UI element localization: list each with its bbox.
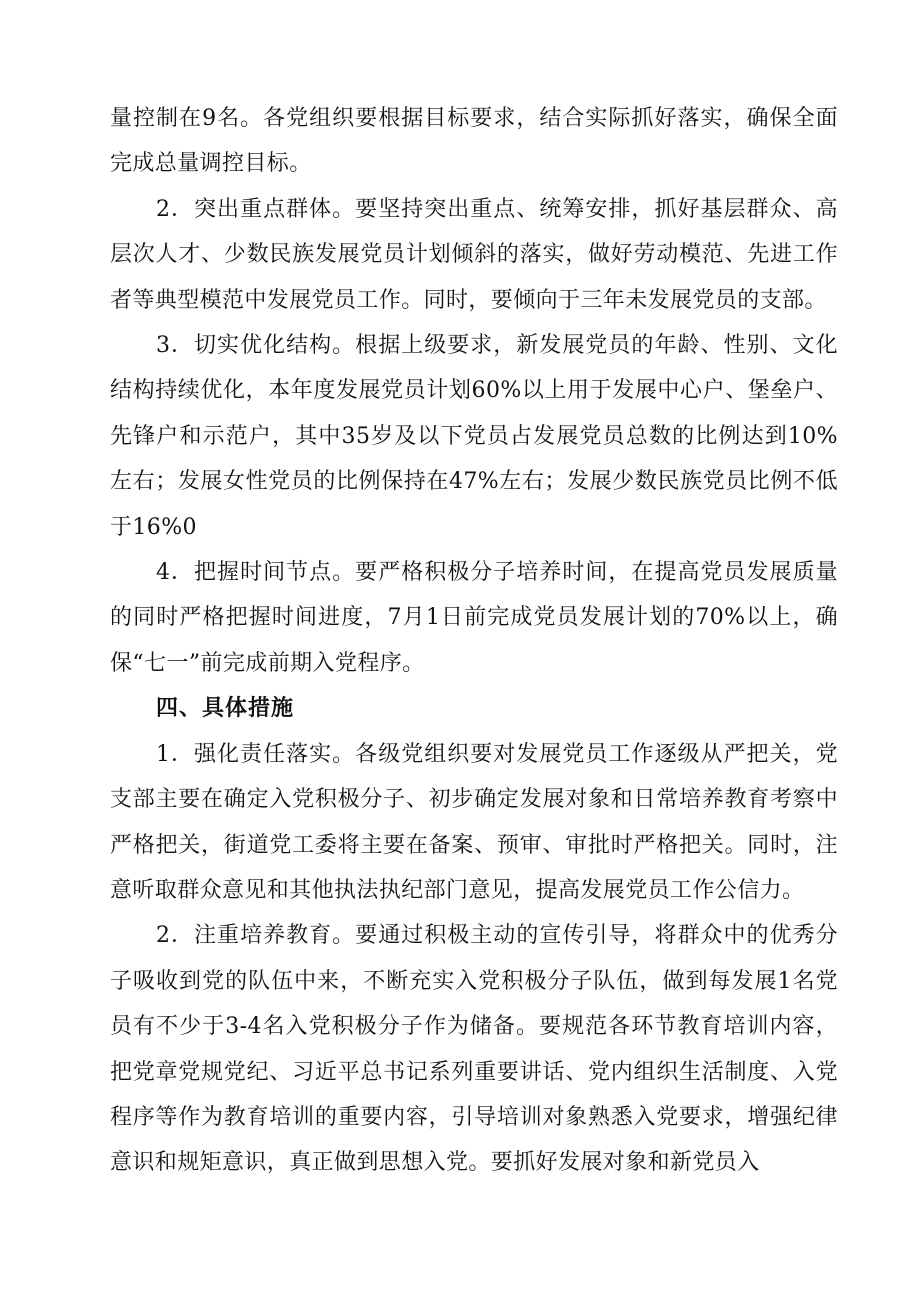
paragraph-time-nodes: 4．把握时间节点。要严格积极分子培养时间，在提高党员发展质量的同时严格把握时间进度，7月1日前完成党员发展计划的70%以上，确保“七一”前完成前期入党程序。 — [110, 560, 838, 676]
paragraph-total-control: 量控制在9名。各党组织要根据目标要求，结合实际抓好落实，确保全面完成总量调控目标。 — [110, 106, 838, 177]
paragraph-optimize-structure: 3．切实优化结构。根据上级要求，新发展党员的年龄、性别、文化结构持续优化，本年度发展党员计划60%以上用于发展中心户、堡垒户、先锋户和示范户，其中35岁及以下党员占发展党员总数的比例达到10%左右；发展女性党员的比例保持在47%左右；发展少数民族党员比例不低于16%0 — [110, 333, 838, 540]
paragraph-key-groups: 2．突出重点群体。要坚持突出重点、统筹安排，抓好基层群众、高层次人才、少数民族发展党员计划倾斜的落实，做好劳动模范、先进工作者等典型模范中发展党员工作。同时，要倾向于三年未发展党员的支部。 — [110, 196, 838, 313]
paragraph-training-education: 2．注重培养教育。要通过积极主动的宣传引导，将群众中的优秀分子吸收到党的队伍中来，不断充实入党积极分子队伍，做到每发展1名党员有不少于3-4名入党积极分子作为储备。要规范各环节教育培训内容，把党章党规党纪、习近平总书记系列重要讲话、党内组织生活制度、入党程序等作为教育培训的重要内容，引导培训对象熟悉入党要求，增强纪律意识和规矩意识，真正做到思想入党。要抓好发展对象和新党员入 — [110, 923, 838, 1176]
paragraph-responsibility: 1．强化责任落实。各级党组织要对发展党员工作逐级从严把关，党支部主要在确定入党积极分子、初步确定发展对象和日常培养教育考察中严格把关，街道党工委将主要在备案、预审、审批时严格把关。同时，注意听取群众意见和其他执法执纪部门意见，提高发展党员工作公信力。 — [110, 741, 838, 903]
document-body — [110, 96, 838, 1186]
section-heading-measures: 四、具体措施 — [156, 696, 295, 722]
